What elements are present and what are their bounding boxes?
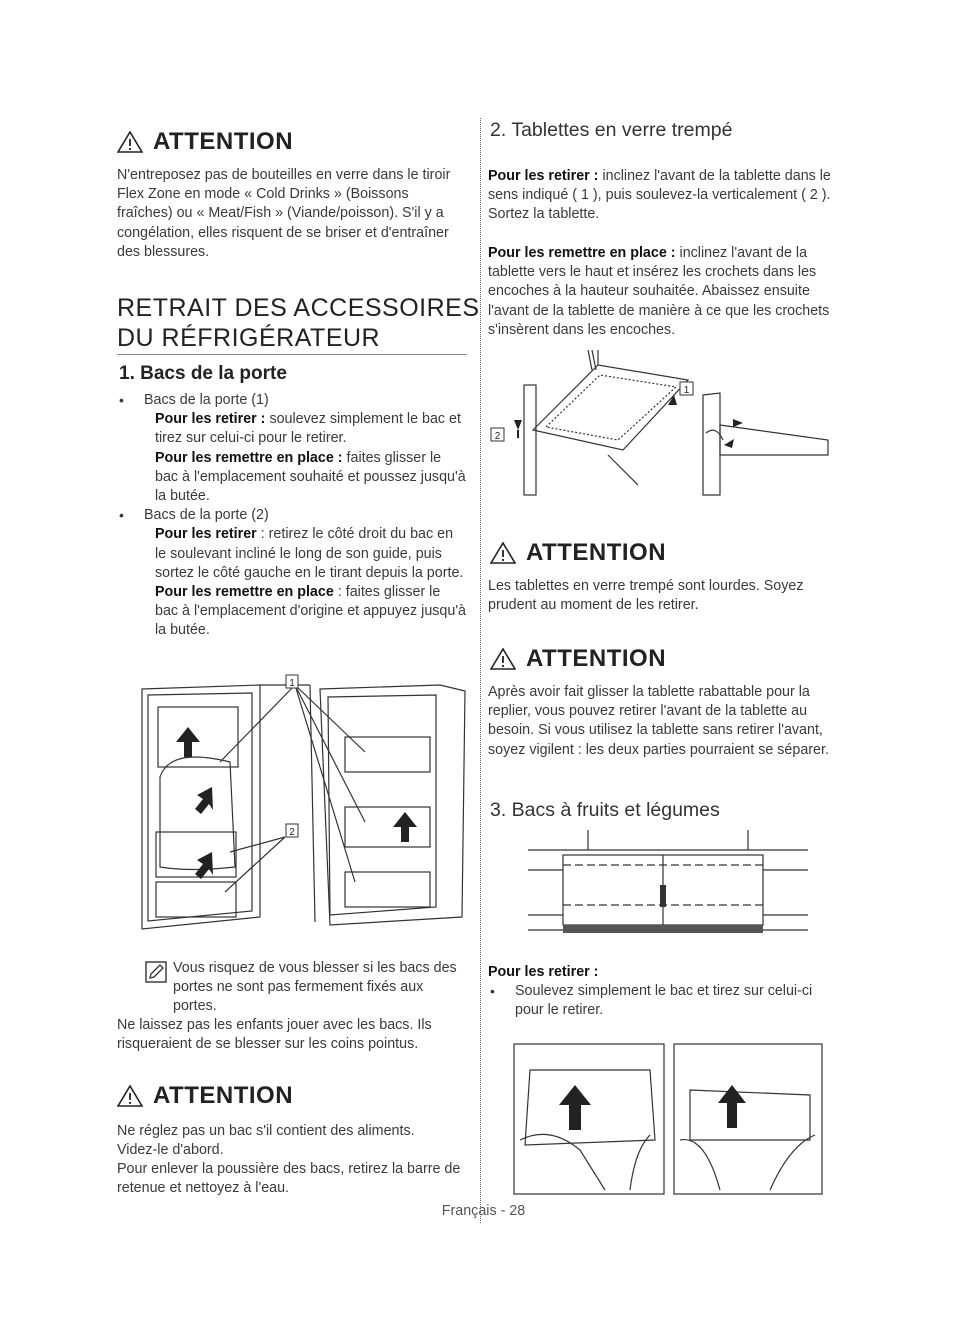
glass-replace-text: Pour les remettre en place : inclinez l'avant de la tablette vers le haut et insérez les crochets dans les encoches à la hauteur souhaitée. Abaissez ensuite l'avant de la tablette de manière à ce que les crochets s'insèrent dans les encoches. xyxy=(488,245,830,338)
glass-remove-text: Pour les retirer : inclinez l'avant de la tablette dans le sens indiqué ( 1 ), puis soulevez-la verticalement ( 2 ). Sortez la tablette. xyxy=(488,168,831,223)
section-divider xyxy=(117,354,467,355)
attention-text-1: N'entreposez pas de bouteilles en verre dans le tiroir Flex Zone en mode « Cold Drinks » (Boissons fraîches) ou « Meat/Fish » (Viande/poisson). S'il y a congélation, elles risquent de se briser et d'entraîner des blessures. xyxy=(117,167,451,260)
attention-text-2a: Ne réglez pas un bac s'il contient des aliments. Videz-le d'abord. xyxy=(117,1123,415,1159)
subsection-title-glass-shelves: 2. Tablettes en verre trempé xyxy=(490,119,733,141)
note-text-2: Ne laissez pas les enfants jouer avec les bacs. Ils risqueraient de se blesser sur les coins pointus. xyxy=(117,1017,432,1053)
list-item: • Bacs de la porte (2) Pour les retirer : retirez le côté droit du bac en le soulevant incliné le long de son guide, puis sortez le côté gauche en le tirant depuis la porte. Pour les remettre en place : faites glisser le bac à l'emplacement d'origine et appuyez jusqu'à la butée. xyxy=(117,506,467,640)
page-footer: Français - 28 xyxy=(441,1203,526,1219)
attention-text-2b: Pour enlever la poussière des bacs, retirez la barre de retenue et nettoyez à l'eau. xyxy=(117,1161,461,1197)
attention-text-4: Après avoir fait glisser la tablette rabattable pour la replier, vous pouvez retirer l'avant de la tablette au besoin. Si vous utilisez la tablette sans retirer l'avant, soyez vigilent : les deux parties pourraient se séparer. xyxy=(488,684,829,758)
crisper-removal-illustration xyxy=(510,1040,825,1200)
attention-title: ATTENTION xyxy=(153,1082,294,1109)
figure-label-1: 1 xyxy=(289,678,295,689)
figure-label-2: 2 xyxy=(494,431,501,442)
subsection-title-door-bins: 1. Bacs de la porte xyxy=(119,363,287,384)
attention-text-3: Les tablettes en verre trempé sont lourdes. Soyez prudent au moment de les retirer. xyxy=(488,578,804,614)
crisper-drawer-illustration xyxy=(528,830,813,945)
warning-triangle-icon xyxy=(490,542,516,564)
glass-shelf-illustration xyxy=(488,345,838,500)
attention-title: ATTENTION xyxy=(526,539,667,566)
list-item: • Bacs de la porte (1) Pour les retirer : soulevez simplement le bac et tirez sur celui-ci pour le retirer. Pour les remettre en place : faites glisser le bac à l'emplacement souhaité et poussez jusqu'à la butée. xyxy=(117,391,467,506)
note-text-1: Vous risquez de vous blesser si les bacs des portes ne sont pas fermement fixés aux portes. xyxy=(173,960,457,1015)
door-bins-list xyxy=(117,391,467,641)
attention-heading-1 xyxy=(117,128,293,156)
column-divider xyxy=(480,118,481,1223)
note-pencil-icon xyxy=(145,961,167,983)
figure-label-1: 1 xyxy=(683,385,690,396)
warning-triangle-icon xyxy=(490,648,516,670)
section-title-line2: DU RÉFRIGÉRATEUR xyxy=(117,324,381,352)
attention-heading-2 xyxy=(117,1082,293,1110)
crisper-remove-label: Pour les retirer : xyxy=(488,964,599,980)
door-bins-illustration xyxy=(140,667,470,932)
attention-heading-4 xyxy=(490,645,666,673)
crisper-list xyxy=(488,982,840,1020)
section-title-line1: RETRAIT DES ACCESSOIRES xyxy=(117,294,480,322)
attention-title: ATTENTION xyxy=(153,128,294,155)
warning-triangle-icon xyxy=(117,1085,143,1107)
subsection-title-crisper: 3. Bacs à fruits et légumes xyxy=(490,799,720,821)
warning-triangle-icon xyxy=(117,131,143,153)
list-item: • Soulevez simplement le bac et tirez sur celui-ci pour le retirer. xyxy=(488,982,840,1020)
attention-heading-3 xyxy=(490,539,666,567)
figure-label-2: 2 xyxy=(289,827,295,838)
attention-title: ATTENTION xyxy=(526,645,667,672)
